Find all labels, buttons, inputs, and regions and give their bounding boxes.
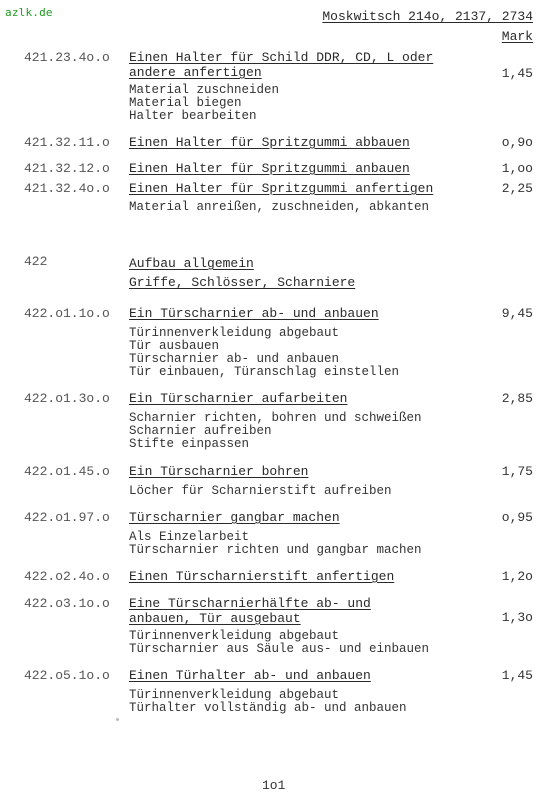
entry-title [129,596,371,626]
detail-line: Als Einzelarbeit [129,530,250,544]
entry-price: 1,75 [501,464,533,479]
entry-price: 2,25 [501,181,533,196]
entry-price: 1,45 [501,66,533,81]
detail-line: Türhalter vollständig ab- und anbauen [129,701,407,715]
entry-title-line: Einen Halter für Spritzgummi anbauen [129,161,410,176]
entry-code: 422.o2.4o.o [24,569,110,584]
entry-price: 1,3o [501,610,533,625]
entry-title-line: Eine Türscharnierhälfte ab- und [129,596,371,611]
entry-code: 422.o1.1o.o [24,306,110,321]
section-code: 422 [24,254,48,269]
entry-title-line: Einen Türhalter ab- und anbauen [129,668,371,683]
detail-line: Scharnier richten, bohren und schweißen [129,411,422,425]
detail-line: Tür ausbauen [129,339,220,353]
detail-line: Halter bearbeiten [129,109,257,123]
entry-title [129,135,410,150]
entry-title-line: Einen Halter für Spritzgummi anfertigen [129,181,434,196]
detail-line: Türscharnier ab- und anbauen [129,352,340,366]
detail-line: Material biegen [129,96,242,110]
entry-title-line: Ein Türscharnier bohren [129,464,309,479]
entry-price: 1,45 [501,668,533,683]
entry-title [129,569,394,584]
entry-code: 421.32.4o.o [24,181,110,196]
scan-speck [116,718,119,721]
page-number: 1o1 [262,778,286,793]
entry-code: 422.o1.45.o [24,464,110,479]
entry-code: 422.o3.1o.o [24,596,110,611]
site-watermark: azlk.de [5,6,53,19]
detail-line: Türscharnier aus Säule aus- und einbauen [129,642,430,656]
entry-details [129,630,429,656]
entry-details [129,531,422,557]
entry-title-line: Ein Türscharnier aufarbeiten [129,391,348,406]
entry-title [129,391,347,406]
entry-title [129,181,433,196]
entry-code: 421.32.12.o [24,161,110,176]
entry-price: 9,45 [501,306,533,321]
entry-title-line: Ein Türscharnier ab- und anbauen [129,306,379,321]
entry-title-line: Türscharnier gangbar machen [129,510,340,525]
detail-line: Stifte einpassen [129,437,250,451]
entry-details [129,689,407,715]
detail-line: Scharnier aufreiben [129,424,272,438]
entry-code: 422.o1.3o.o [24,391,110,406]
detail-line: Türscharnier richten und gangbar machen [129,543,422,557]
detail-line: Tür einbauen, Türanschlag einstellen [129,365,400,379]
vehicle-models-header: Moskwitsch 214o, 2137, 2734 [322,9,533,24]
entry-details [129,412,422,451]
entry-title [129,306,379,321]
section-title-line: Griffe, Schlösser, Scharniere [129,275,356,290]
detail-line: Türinnenverkleidung abgebaut [129,326,340,340]
section-title [129,254,355,292]
detail-line: Türinnenverkleidung abgebaut [129,629,340,643]
entry-title-line: Einen Türscharnierstift anfertigen [129,569,395,584]
entry-title-line: andere anfertigen [129,65,262,80]
entry-code: 421.32.11.o [24,135,110,150]
entry-title-line: anbauen, Tür ausgebaut [129,611,301,626]
entry-price: 1,2o [501,569,533,584]
section-title-line: Aufbau allgemein [129,256,254,271]
entry-title [129,50,433,80]
detail-line: Material anreißen, zuschneiden, abkanten [129,200,430,214]
entry-details [129,201,429,214]
entry-details [129,485,392,498]
entry-details [129,84,279,123]
entry-title [129,668,371,683]
entry-code: 422.o1.97.o [24,510,110,525]
entry-title [129,510,340,525]
price-column-label: Mark [501,29,533,44]
entry-title [129,464,308,479]
entry-price: 2,85 [501,391,533,406]
entry-title-line: Einen Halter für Spritzgummi abbauen [129,135,410,150]
detail-line: Löcher für Scharnierstift aufreiben [129,484,392,498]
entry-code: 421.23.4o.o [24,50,110,65]
detail-line: Türinnenverkleidung abgebaut [129,688,340,702]
entry-price: 1,oo [501,161,533,176]
entry-details [129,327,399,379]
entry-price: o,95 [501,510,533,525]
entry-title-line: Einen Halter für Schild DDR, CD, L oder [129,50,434,65]
entry-price: o,9o [501,135,533,150]
entry-title [129,161,410,176]
entry-code: 422.o5.1o.o [24,668,110,683]
detail-line: Material zuschneiden [129,83,280,97]
